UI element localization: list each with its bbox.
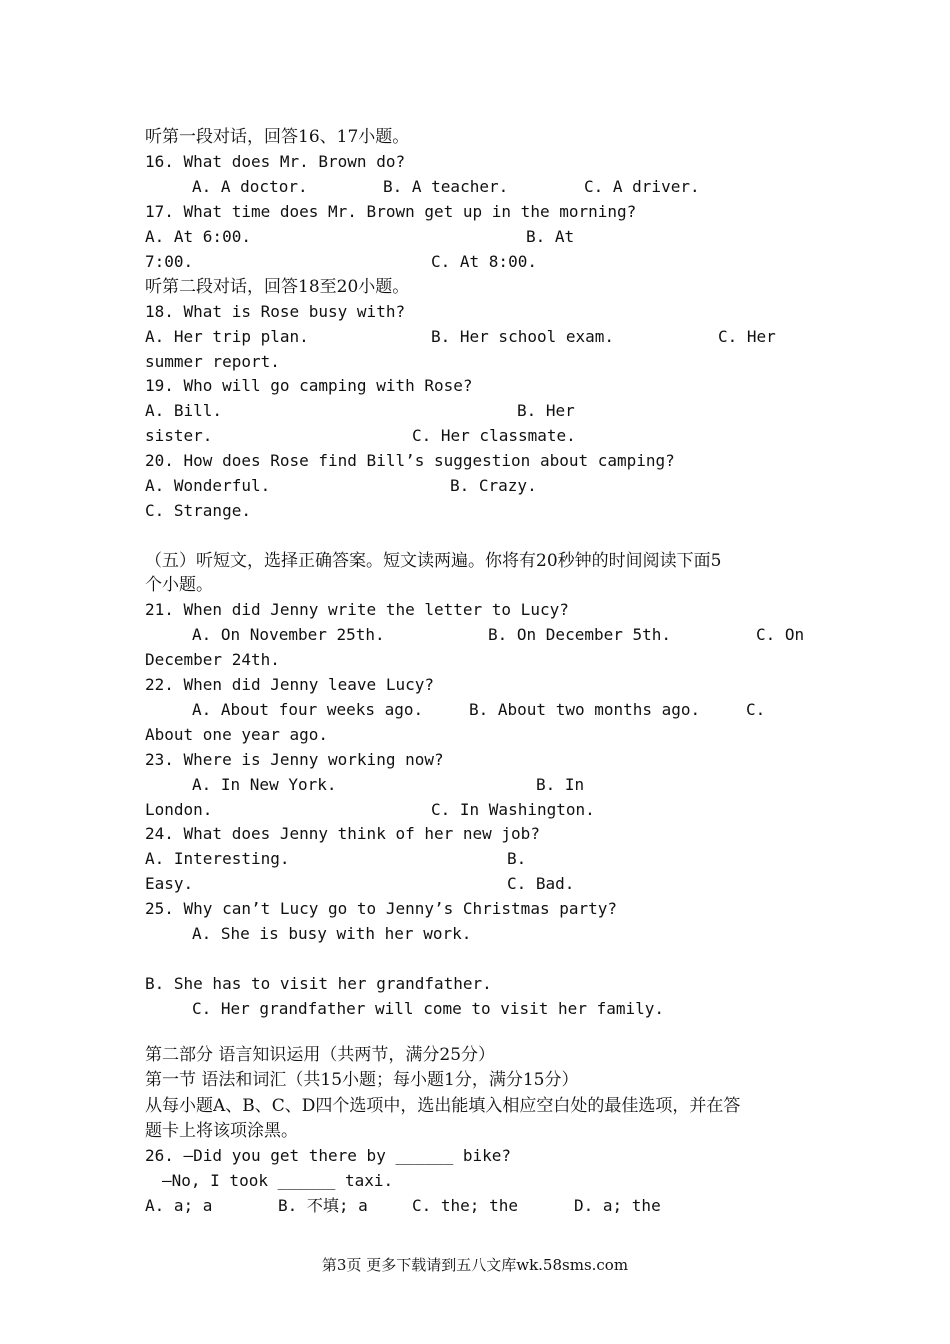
option-19b: B. Her: [517, 401, 575, 420]
option-26a: A. a; a: [145, 1196, 213, 1215]
option-16c: C. A driver.: [584, 177, 700, 196]
section-five-heading-cont: 个小题。: [145, 575, 213, 595]
option-20a: A. Wonderful.: [145, 476, 271, 495]
option-16b: B. A teacher.: [383, 177, 509, 196]
option-22c-cont: About one year ago.: [145, 725, 329, 744]
option-19b-cont: sister.: [145, 426, 213, 445]
option-19a: A. Bill.: [145, 401, 223, 420]
question-20: 20. How does Rose find Bill’s suggestion about camping?: [145, 451, 675, 470]
option-16a: A. A doctor.: [192, 177, 308, 196]
question-25: 25. Why can’t Lucy go to Jenny’s Christmas party?: [145, 899, 618, 918]
question-26-reply: —No, I took ______ taxi.: [162, 1171, 394, 1190]
option-20b: B. Crazy.: [450, 476, 537, 495]
option-17a: A. At 6:00.: [145, 227, 251, 246]
page-footer: 第3页 更多下载请到五八文库wk.58sms.com: [321, 1256, 629, 1274]
option-21c-cont: December 24th.: [145, 650, 280, 669]
option-24b-cont: Easy.: [145, 874, 194, 893]
section-one-instruction: 从每小题A、B、C、D四个选项中，选出能填入相应空白处的最佳选项，并在答: [145, 1096, 741, 1116]
option-26c: C. the; the: [412, 1196, 518, 1215]
option-24b: B.: [507, 849, 527, 868]
option-26b: B. 不填; a: [278, 1196, 368, 1215]
option-26d: D. a; the: [574, 1196, 661, 1215]
option-18a: A. Her trip plan.: [145, 327, 309, 346]
option-18b: B. Her school exam.: [431, 327, 615, 346]
option-20c: C. Strange.: [145, 501, 251, 520]
option-23b-cont: London.: [145, 800, 213, 819]
question-21: 21. When did Jenny write the letter to Lucy?: [145, 600, 569, 619]
option-21c: C. On: [756, 625, 805, 644]
option-25b: B. She has to visit her grandfather.: [145, 974, 492, 993]
question-16: 16. What does Mr. Brown do?: [145, 152, 406, 171]
question-22: 22. When did Jenny leave Lucy?: [145, 675, 434, 694]
option-23c: C. In Washington.: [431, 800, 595, 819]
section-instruction: 听第一段对话，回答16、17小题。: [145, 127, 410, 147]
option-17b: B. At: [526, 227, 575, 246]
section-one-heading: 第一节 语法和词汇（共15小题；每小题1分，满分15分）: [145, 1070, 579, 1090]
option-23b: B. In: [536, 775, 585, 794]
question-18: 18. What is Rose busy with?: [145, 302, 406, 321]
option-23a: A. In New York.: [192, 775, 337, 794]
option-21a: A. On November 25th.: [192, 625, 385, 644]
option-17c: C. At 8:00.: [431, 252, 537, 271]
option-25a: A. She is busy with her work.: [192, 924, 472, 943]
question-26: 26. —Did you get there by ______ bike?: [145, 1146, 512, 1165]
section-one-instruction-cont: 题卡上将该项涂黑。: [145, 1121, 298, 1141]
section-instruction: 听第二段对话，回答18至20小题。: [145, 277, 410, 297]
question-24: 24. What does Jenny think of her new job?: [145, 824, 540, 843]
option-18c: C. Her: [718, 327, 776, 346]
option-22b: B. About two months ago.: [469, 700, 701, 719]
option-24a: A. Interesting.: [145, 849, 290, 868]
section-five-heading: （五）听短文，选择正确答案。短文读两遍。你将有20秒钟的时间阅读下面5: [145, 551, 722, 571]
option-24c: C. Bad.: [507, 874, 575, 893]
question-17: 17. What time does Mr. Brown get up in the morning?: [145, 202, 637, 221]
option-21b: B. On December 5th.: [488, 625, 672, 644]
option-18c-cont: summer report.: [145, 352, 280, 371]
part-two-heading: 第二部分 语言知识运用（共两节，满分25分）: [145, 1045, 496, 1065]
question-23: 23. Where is Jenny working now?: [145, 750, 444, 769]
option-22a: A. About four weeks ago.: [192, 700, 424, 719]
question-19: 19. Who will go camping with Rose?: [145, 376, 473, 395]
option-22c: C.: [746, 700, 766, 719]
option-19c: C. Her classmate.: [412, 426, 576, 445]
option-17b-cont: 7:00.: [145, 252, 194, 271]
option-25c: C. Her grandfather will come to visit her family.: [192, 999, 665, 1018]
